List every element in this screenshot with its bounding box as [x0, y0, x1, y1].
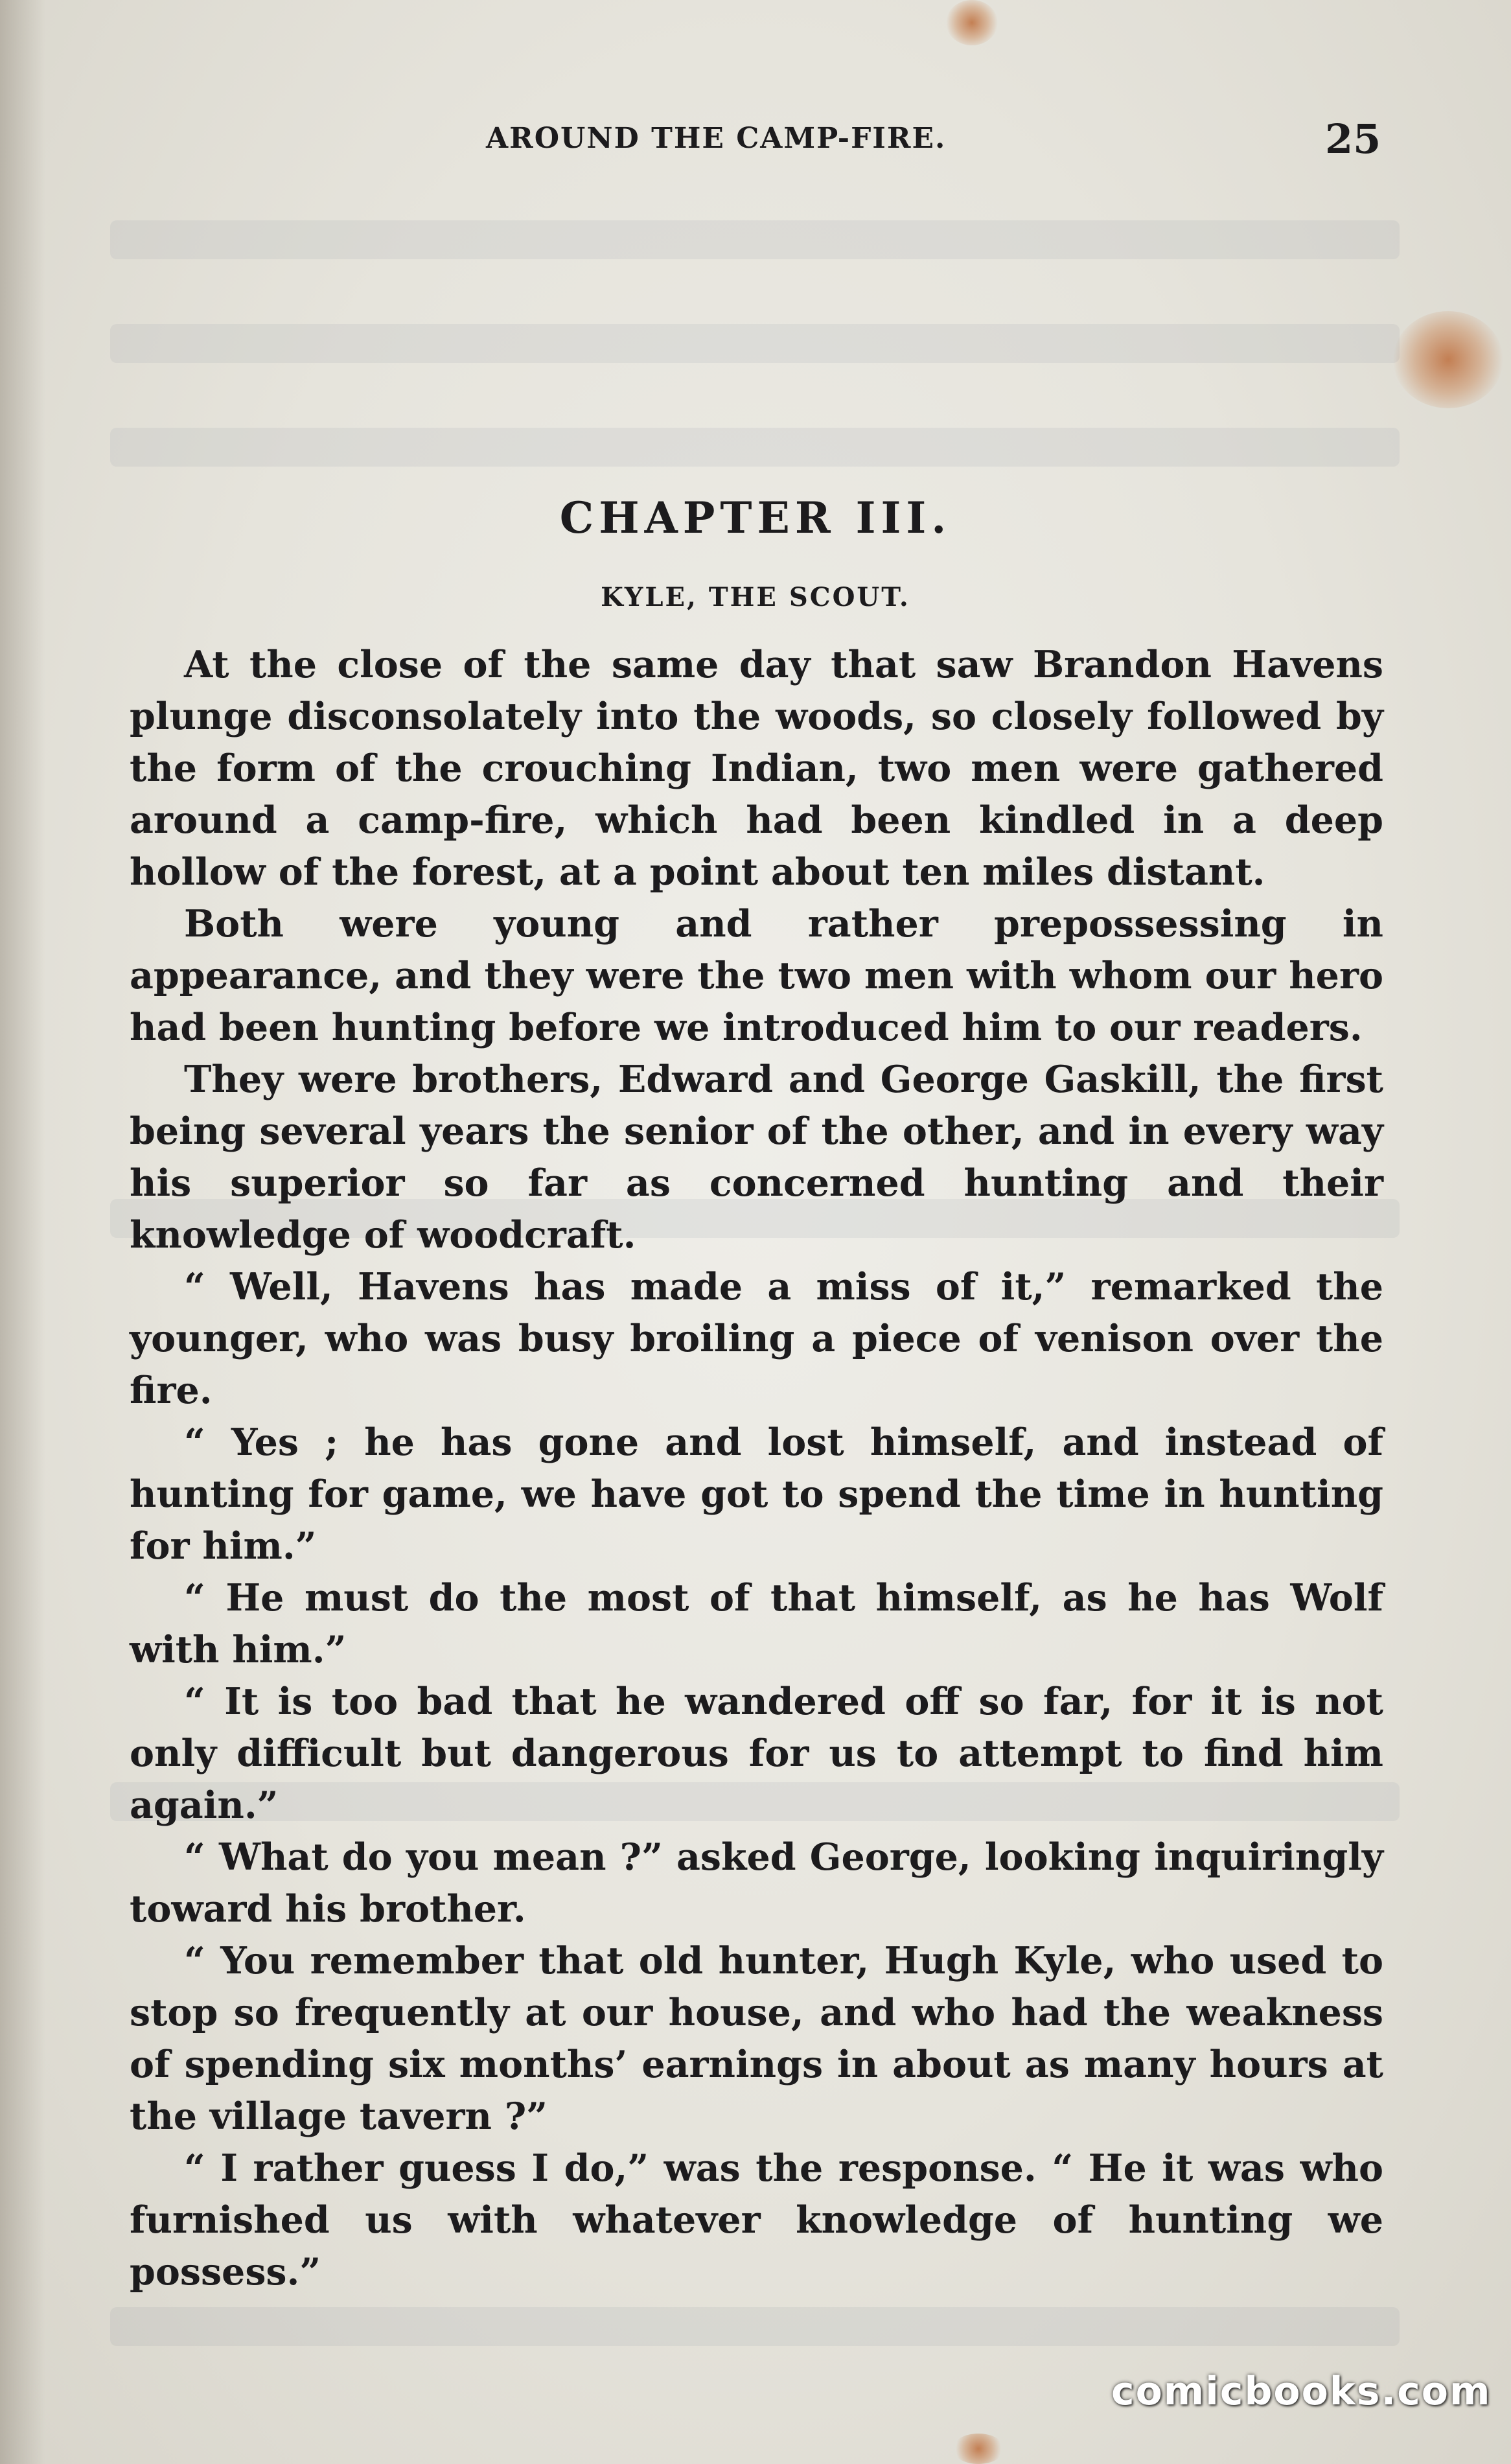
show-through-line	[110, 2307, 1400, 2346]
show-through-line	[110, 428, 1400, 467]
paragraph: “ It is too bad that he wandered off so far, for it is not only difficult but dangerous for us to attempt to find him again.”	[130, 1680, 1383, 1827]
page-edge-shadow	[0, 0, 45, 2464]
paragraph: “ You remember that old hunter, Hugh Kyle, who used to stop so frequently at our house, and who had the weakness of spending six months’ earnings in about as many hours at the village tavern ?”	[130, 1939, 1383, 2138]
paragraph: “ I rather guess I do,” was the response. “ He it was who furnished us with whatever knowledge of hunting we possess.”	[130, 2146, 1383, 2294]
watermark: comicbooks.com	[1111, 2369, 1492, 2414]
paragraph: At the close of the same day that saw Brandon Havens plunge disconsolately into the woods, so closely followed by the form of the crouching Indian, two men were gathered around a camp-fire, which had been kindled in a deep hollow of the forest, at a point about ten miles distant.	[130, 643, 1383, 894]
running-head-title: AROUND THE CAMP-FIRE.	[486, 122, 947, 155]
show-through-line	[110, 324, 1400, 363]
paragraph: “ What do you mean ?” asked George, looking inquiringly toward his brother.	[130, 1835, 1383, 1931]
page-stain	[952, 2434, 1004, 2464]
page-stain	[1393, 311, 1503, 408]
paragraph: “ Well, Havens has made a miss of it,” remarked the younger, who was busy broiling a piece of venison over the fire.	[130, 1265, 1383, 1412]
paragraph: “ He must do the most of that himself, as he has Wolf with him.”	[130, 1576, 1383, 1671]
running-head	[0, 115, 1511, 167]
show-through-line	[110, 220, 1400, 259]
paragraph: “ Yes ; he has gone and lost himself, and instead of hunting for game, we have got to spend the time in hunting for him.”	[130, 1421, 1383, 1568]
chapter-subtitle: KYLE, THE SCOUT.	[601, 582, 910, 612]
page-number: 25	[1325, 115, 1381, 163]
paragraph: They were brothers, Edward and George Gaskill, the first being several years the senior of the other, and in every way his superior so far as concerned hunting and their knowledge of woodcraft.	[130, 1058, 1383, 1257]
body-text	[130, 639, 1383, 2298]
page-stain	[946, 0, 998, 45]
paragraph: Both were young and rather prepossessing in appearance, and they were the two men with whom our hero had been hunting before we introduced him to our readers.	[130, 902, 1383, 1049]
chapter-title: CHAPTER III.	[559, 493, 952, 543]
